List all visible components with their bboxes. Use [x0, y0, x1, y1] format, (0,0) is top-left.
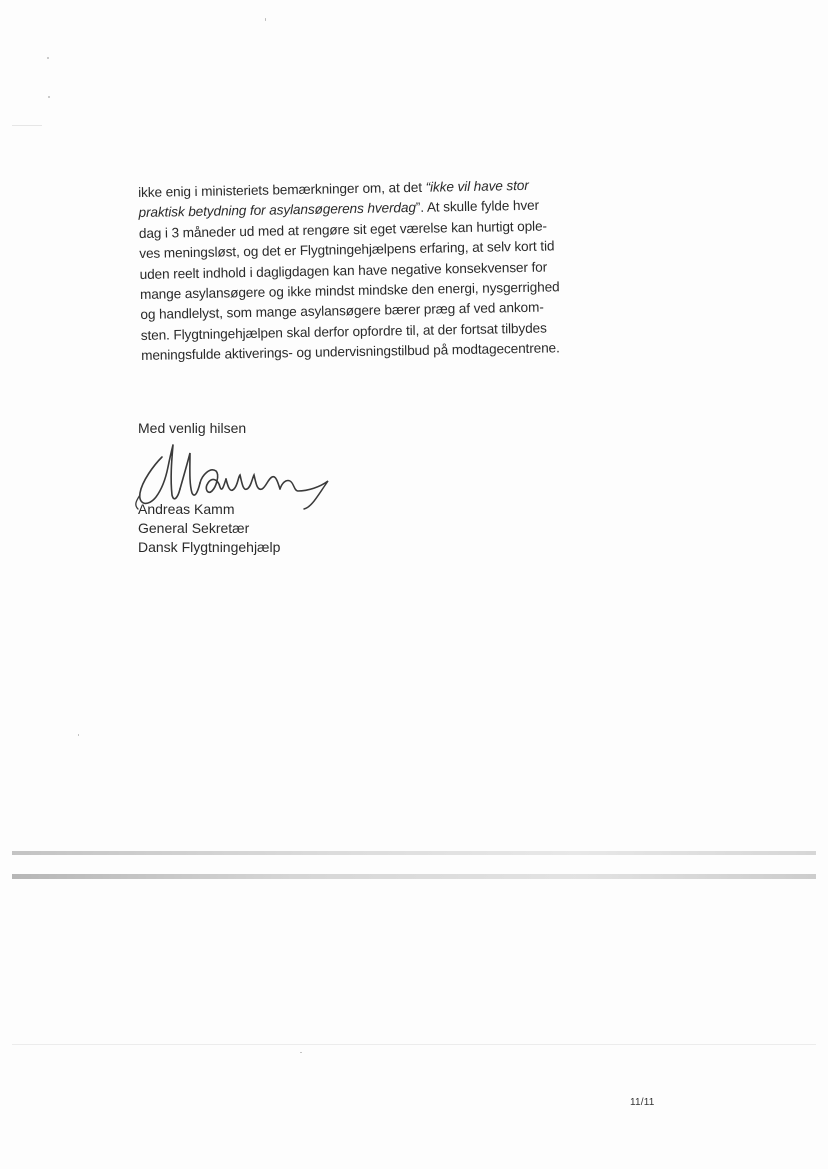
- signer-block: [138, 500, 280, 557]
- line-text: ikke enig i ministeriets bemærkninger om, at det: [138, 179, 426, 200]
- page-number: 11/11: [630, 1097, 655, 1108]
- line-text: ”. At skulle fylde hver: [415, 198, 540, 216]
- scan-dust-speck: [300, 1052, 302, 1053]
- scan-artifact-band: [12, 874, 816, 879]
- scan-dust-speck: [48, 96, 50, 98]
- paragraph-line: sten. Flygtningehjælpen skal derfor opfordre til, at der fortsat tilbydes: [140, 320, 547, 343]
- signer-organization: Dansk Flygtningehjælp: [138, 539, 281, 555]
- scan-dust-speck: [265, 18, 266, 21]
- paragraph-line: mange asylansøgere og ikke mindst mindske den energi, nysgerrighed: [139, 279, 560, 303]
- paragraph-line: og handlelyst, som mange asylansøgere bærer præg af ved ankom-: [140, 300, 544, 323]
- scan-artifact-line: [12, 1044, 816, 1045]
- quoted-text: “ikke vil have stor: [425, 177, 529, 195]
- quoted-text: praktisk betydning for asylansøgerens hverdag: [138, 200, 416, 221]
- letter-body: [138, 175, 591, 367]
- signer-name: Andreas Kamm: [138, 501, 235, 517]
- paragraph-line: meningsfulde aktiverings- og undervisningstilbud på modtagecentrene.: [141, 340, 560, 364]
- scan-dust-speck: [78, 734, 79, 736]
- scan-artifact-line: [12, 125, 42, 126]
- paragraph-line: uden reelt indhold i dagligdagen kan have negative konsekvenser for: [139, 259, 548, 282]
- signer-title: General Sekretær: [138, 520, 250, 536]
- scan-artifact-band: [12, 851, 816, 855]
- closing-greeting: Med venlig hilsen: [138, 420, 247, 436]
- paragraph-line: ves meningsløst, og det er Flygtningehjælpens erfaring, at selv kort tid: [139, 238, 555, 262]
- scan-dust-speck: [47, 57, 49, 59]
- body-paragraph: [138, 175, 591, 367]
- paragraph-line: dag i 3 måneder ud med at rengøre sit eget værelse kan hurtigt ople-: [138, 218, 548, 241]
